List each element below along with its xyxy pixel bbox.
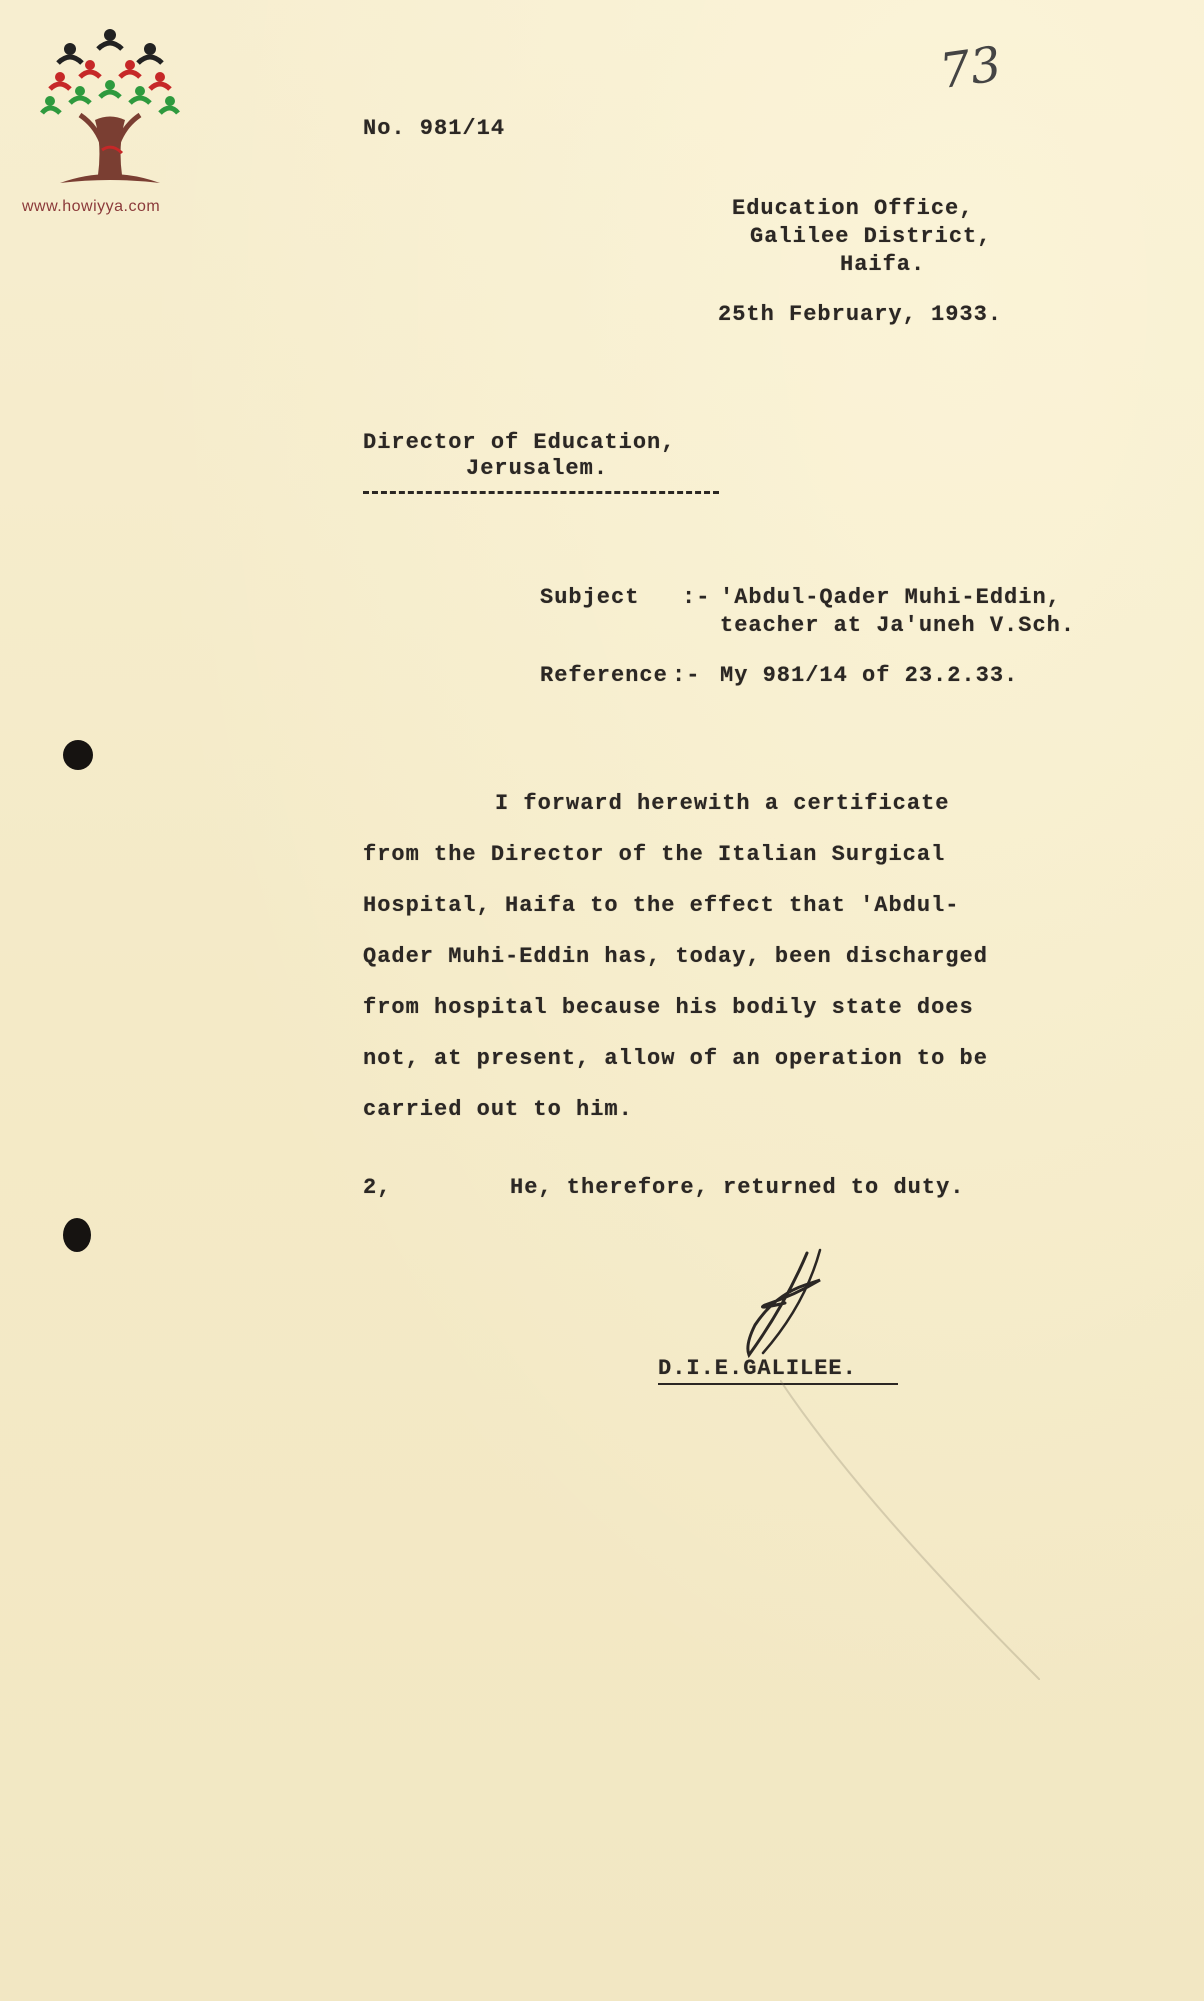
addressee-line-1: Director of Education,	[363, 430, 676, 455]
letter-date: 25th February, 1933.	[718, 302, 1003, 327]
body-line: not, at present, allow of an operation to be	[363, 1046, 988, 1071]
sender-line-3: Haifa.	[840, 252, 926, 277]
reference-separator: :-	[672, 663, 701, 688]
paragraph-2-number: 2,	[363, 1175, 392, 1200]
logo-url: www.howiyya.com	[22, 198, 161, 215]
paper-crease	[780, 1380, 1040, 1680]
family-tree-logo-icon	[40, 25, 180, 195]
body-line: from the Director of the Italian Surgical	[363, 842, 946, 867]
body-line: carried out to him.	[363, 1097, 633, 1122]
punch-hole	[63, 740, 93, 770]
sender-line-2: Galilee District,	[750, 224, 992, 249]
subject-separator: :-	[682, 585, 711, 610]
paragraph-2-text: He, therefore, returned to duty.	[510, 1175, 965, 1200]
subject-line-2: teacher at Ja'uneh V.Sch.	[720, 613, 1076, 638]
body-line: from hospital because his bodily state does	[363, 995, 974, 1020]
body-line: Qader Muhi-Eddin has, today, been discharged	[363, 944, 988, 969]
body-line: I forward herewith a certificate	[495, 791, 950, 816]
punch-hole	[63, 1218, 91, 1252]
reference-label: Reference	[540, 663, 668, 688]
addressee-line-2: Jerusalem.	[466, 456, 609, 481]
body-line: Hospital, Haifa to the effect that 'Abdul-	[363, 893, 960, 918]
subject-label: Subject	[540, 585, 640, 610]
subject-line-1: 'Abdul-Qader Muhi-Eddin,	[720, 585, 1061, 610]
reference-value: My 981/14 of 23.2.33.	[720, 663, 1019, 688]
page-number: 73	[936, 36, 1005, 100]
handwritten-signature-icon	[725, 1245, 845, 1365]
reference-number: No. 981/14	[363, 116, 506, 141]
addressee-divider	[363, 491, 719, 494]
signature-name: D.I.E.GALILEE.	[658, 1356, 857, 1381]
sender-line-1: Education Office,	[732, 196, 974, 221]
